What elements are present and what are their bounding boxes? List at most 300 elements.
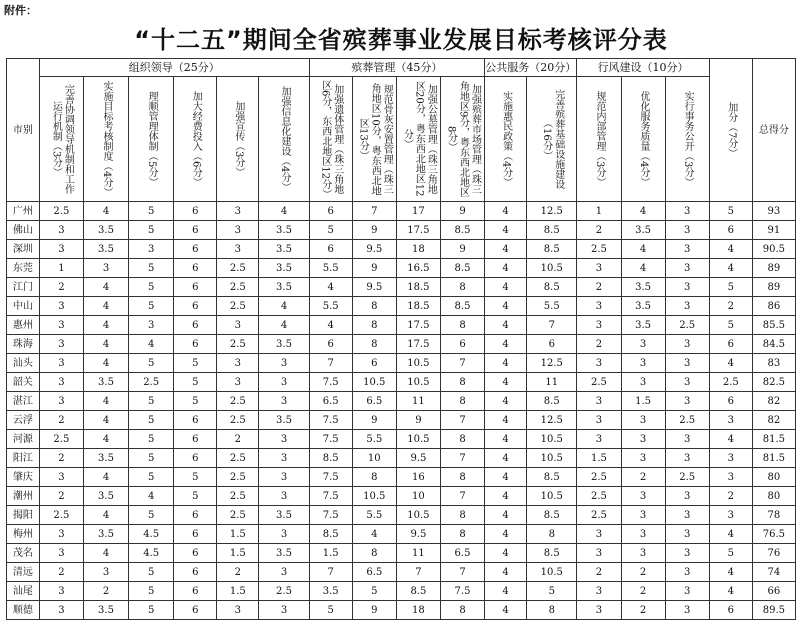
score-cell: 3: [39, 335, 83, 354]
score-cell: 5.5: [352, 506, 396, 525]
city-cell: 云浮: [7, 411, 40, 430]
score-cell: 10.5: [527, 563, 577, 582]
score-cell: 3: [259, 392, 309, 411]
score-cell: 4: [129, 487, 174, 506]
table-row: [7, 430, 796, 449]
score-cell: 6: [174, 202, 217, 221]
score-cell: 5: [174, 373, 217, 392]
score-cell: 3: [39, 392, 83, 411]
score-cell: 4: [83, 506, 128, 525]
score-cell: 2.5: [39, 430, 83, 449]
table-row: [7, 392, 796, 411]
city-cell: 肇庆: [7, 468, 40, 487]
score-cell: 6: [174, 411, 217, 430]
score-cell: 10.5: [396, 506, 440, 525]
score-cell: 8: [352, 316, 396, 335]
score-cell: 9: [440, 202, 484, 221]
score-cell: 6: [174, 316, 217, 335]
score-cell: 2: [577, 221, 621, 240]
score-cell: 3.5: [621, 221, 665, 240]
table-row: [7, 373, 796, 392]
score-cell: 8.5: [527, 221, 577, 240]
score-cell: 3: [129, 240, 174, 259]
score-cell: 5: [129, 392, 174, 411]
score-cell: 6: [352, 354, 396, 373]
score-cell: 3: [621, 335, 665, 354]
score-cell: 3.5: [621, 297, 665, 316]
score-cell: 2.5: [709, 373, 752, 392]
score-cell: 7: [440, 354, 484, 373]
score-cell: 8: [440, 392, 484, 411]
score-cell: 2.5: [577, 373, 621, 392]
total-score-cell: 76: [752, 544, 795, 563]
score-cell: 18: [396, 601, 440, 620]
score-cell: 5: [129, 449, 174, 468]
score-cell: 7.5: [309, 468, 352, 487]
score-cell: 12.5: [527, 411, 577, 430]
score-cell: 3: [621, 506, 665, 525]
score-cell: 7: [440, 487, 484, 506]
score-cell: 3.5: [259, 506, 309, 525]
table-row: [7, 544, 796, 563]
sub-header: 加强遗体管理（珠三角地区6分，东西北地区12分）: [309, 77, 352, 202]
score-cell: 3: [577, 354, 621, 373]
score-cell: 3: [259, 601, 309, 620]
table-row: [7, 468, 796, 487]
score-cell: 3: [39, 468, 83, 487]
score-cell: 4.5: [129, 544, 174, 563]
city-cell: 韶关: [7, 373, 40, 392]
score-cell: 2.5: [217, 449, 259, 468]
score-cell: 8.5: [527, 506, 577, 525]
attachment-label: 附件：: [4, 4, 37, 17]
score-cell: 3: [709, 468, 752, 487]
score-cell: 2.5: [577, 506, 621, 525]
score-cell: 4: [352, 525, 396, 544]
score-cell: 10: [352, 449, 396, 468]
sub-header: 加强宣传（3分）: [217, 77, 259, 202]
score-cell: 4: [621, 259, 665, 278]
score-cell: 6: [174, 240, 217, 259]
score-cell: 4: [485, 316, 527, 335]
score-cell: 3: [259, 373, 309, 392]
city-cell: 湛江: [7, 392, 40, 411]
score-cell: 3: [577, 544, 621, 563]
score-cell: 4.5: [129, 525, 174, 544]
score-cell: 2.5: [217, 259, 259, 278]
city-cell: 阳江: [7, 449, 40, 468]
score-cell: 4: [83, 430, 128, 449]
score-cell: 4: [485, 563, 527, 582]
score-cell: 4: [309, 316, 352, 335]
score-cell: 8: [440, 373, 484, 392]
score-cell: 5: [527, 582, 577, 601]
score-cell: 6: [309, 335, 352, 354]
score-cell: 3: [217, 354, 259, 373]
group-header-public: 公共服务（20分）: [485, 59, 577, 77]
score-cell: 8.5: [527, 240, 577, 259]
score-cell: 2.5: [39, 506, 83, 525]
score-cell: 3: [621, 430, 665, 449]
score-cell: 5: [129, 297, 174, 316]
score-cell: 2: [217, 430, 259, 449]
score-cell: 9.5: [396, 449, 440, 468]
total-score-cell: 89: [752, 278, 795, 297]
table-row: [7, 411, 796, 430]
score-cell: 6: [174, 601, 217, 620]
score-cell: 5: [174, 392, 217, 411]
score-cell: 7: [440, 563, 484, 582]
score-cell: 3: [665, 202, 709, 221]
table-row: [7, 506, 796, 525]
score-cell: 4: [129, 335, 174, 354]
score-cell: 7: [352, 202, 396, 221]
score-cell: 4: [485, 335, 527, 354]
score-cell: 2: [39, 278, 83, 297]
table-row: [7, 335, 796, 354]
score-cell: 3: [665, 544, 709, 563]
city-cell: 顺德: [7, 601, 40, 620]
sub-header: 规范骨灰安置管理（珠三角地区10分，粤东西北地区13分）: [352, 77, 396, 202]
score-cell: 2.5: [217, 392, 259, 411]
score-cell: 4: [485, 487, 527, 506]
score-cell: 2: [621, 582, 665, 601]
score-cell: 4: [621, 240, 665, 259]
score-cell: 3: [665, 240, 709, 259]
score-cell: 7.5: [440, 582, 484, 601]
score-cell: 3: [665, 449, 709, 468]
score-cell: 4: [309, 278, 352, 297]
score-cell: 8.5: [440, 221, 484, 240]
score-cell: 3: [577, 601, 621, 620]
city-cell: 揭阳: [7, 506, 40, 525]
score-cell: 3: [259, 468, 309, 487]
table-row: [7, 354, 796, 373]
total-score-cell: 66: [752, 582, 795, 601]
score-cell: 6: [174, 430, 217, 449]
score-cell: 3: [39, 354, 83, 373]
total-score-cell: 90.5: [752, 240, 795, 259]
score-cell: 3: [39, 297, 83, 316]
total-score-cell: 86: [752, 297, 795, 316]
total-score-cell: 81.5: [752, 430, 795, 449]
col-bonus-header: 加分（7分）: [709, 59, 752, 202]
sub-header: 加强信息化建设（4分）: [259, 77, 309, 202]
score-cell: 4: [709, 354, 752, 373]
col-city-header: 市别: [7, 59, 40, 202]
sub-header: 完善殡葬基础设施建设（16分）: [527, 77, 577, 202]
score-cell: 5: [129, 221, 174, 240]
score-cell: 3: [83, 563, 128, 582]
score-cell: 3: [709, 411, 752, 430]
score-cell: 3.5: [83, 525, 128, 544]
score-cell: 2: [39, 449, 83, 468]
score-cell: 5: [174, 354, 217, 373]
score-cell: 6: [309, 240, 352, 259]
score-cell: 4: [83, 411, 128, 430]
score-cell: 5.5: [527, 297, 577, 316]
score-cell: 2: [217, 563, 259, 582]
score-cell: 3: [217, 202, 259, 221]
score-cell: 8.5: [440, 259, 484, 278]
score-cell: 9: [352, 411, 396, 430]
sub-header: 加大经费投入（6分）: [174, 77, 217, 202]
score-cell: 4: [485, 373, 527, 392]
score-cell: 6: [309, 202, 352, 221]
score-cell: 2.5: [577, 468, 621, 487]
score-cell: 3.5: [621, 278, 665, 297]
score-cell: 3.5: [621, 316, 665, 335]
score-cell: 4: [259, 202, 309, 221]
score-cell: 5.5: [309, 259, 352, 278]
table-row: [7, 449, 796, 468]
score-cell: 2.5: [665, 316, 709, 335]
score-cell: 3: [621, 449, 665, 468]
table-row: [7, 221, 796, 240]
score-cell: 6.5: [352, 563, 396, 582]
city-cell: 东莞: [7, 259, 40, 278]
score-cell: 2: [577, 335, 621, 354]
score-cell: 8: [352, 297, 396, 316]
score-cell: 4: [485, 411, 527, 430]
table-row: [7, 202, 796, 221]
score-cell: 2.5: [217, 506, 259, 525]
score-cell: 6.5: [352, 392, 396, 411]
score-cell: 2.5: [217, 487, 259, 506]
score-cell: 10.5: [527, 430, 577, 449]
score-cell: 16.5: [396, 259, 440, 278]
score-cell: 3: [665, 430, 709, 449]
city-cell: 广州: [7, 202, 40, 221]
score-cell: 9.5: [352, 278, 396, 297]
score-cell: 4: [709, 525, 752, 544]
score-cell: 4: [83, 354, 128, 373]
score-cell: 2.5: [39, 202, 83, 221]
score-cell: 5: [129, 601, 174, 620]
score-cell: 3: [665, 259, 709, 278]
score-table: [6, 58, 796, 620]
score-cell: 2: [709, 487, 752, 506]
score-cell: 9: [396, 411, 440, 430]
city-cell: 中山: [7, 297, 40, 316]
score-cell: 3.5: [83, 240, 128, 259]
score-cell: 8: [440, 278, 484, 297]
score-cell: 8: [352, 468, 396, 487]
score-cell: 6: [709, 221, 752, 240]
score-cell: 3: [621, 487, 665, 506]
score-cell: 1.5: [309, 544, 352, 563]
score-cell: 7.5: [309, 411, 352, 430]
score-cell: 3: [577, 525, 621, 544]
score-cell: 3: [665, 354, 709, 373]
score-cell: 9.5: [396, 525, 440, 544]
score-cell: 2: [621, 563, 665, 582]
score-cell: 5: [129, 259, 174, 278]
total-score-cell: 85.5: [752, 316, 795, 335]
score-cell: 17.5: [396, 335, 440, 354]
score-cell: 10.5: [396, 373, 440, 392]
score-cell: 3: [621, 411, 665, 430]
score-cell: 3: [577, 316, 621, 335]
score-cell: 4: [485, 430, 527, 449]
score-cell: 7.5: [309, 430, 352, 449]
score-cell: 5: [174, 468, 217, 487]
score-cell: 2: [83, 582, 128, 601]
score-cell: 4: [83, 335, 128, 354]
score-cell: 2.5: [217, 411, 259, 430]
score-cell: 6: [709, 392, 752, 411]
total-score-cell: 82.5: [752, 373, 795, 392]
score-cell: 9: [352, 601, 396, 620]
score-cell: 3: [39, 582, 83, 601]
total-score-cell: 76.5: [752, 525, 795, 544]
score-cell: 3.5: [83, 373, 128, 392]
score-cell: 3: [577, 582, 621, 601]
score-cell: 3: [709, 449, 752, 468]
score-cell: 5: [129, 506, 174, 525]
score-cell: 3: [259, 430, 309, 449]
score-cell: 5: [709, 544, 752, 563]
score-cell: 3: [217, 373, 259, 392]
total-score-cell: 82: [752, 392, 795, 411]
score-cell: 3.5: [259, 240, 309, 259]
score-cell: 5: [129, 411, 174, 430]
score-cell: 8: [440, 468, 484, 487]
sub-header: 加强公墓管理（珠三角地区20分，粤东西北地区12分）: [396, 77, 440, 202]
score-cell: 4: [485, 354, 527, 373]
score-cell: 4: [485, 278, 527, 297]
score-cell: 8: [440, 506, 484, 525]
score-cell: 18: [396, 240, 440, 259]
score-cell: 3: [259, 525, 309, 544]
score-cell: 3: [665, 487, 709, 506]
score-cell: 5: [129, 278, 174, 297]
score-cell: 5: [129, 468, 174, 487]
score-cell: 4: [485, 468, 527, 487]
score-cell: 18.5: [396, 278, 440, 297]
score-cell: 6: [174, 582, 217, 601]
score-cell: 2.5: [577, 240, 621, 259]
score-cell: 8.5: [527, 392, 577, 411]
score-cell: 4: [83, 468, 128, 487]
score-cell: 6.5: [440, 544, 484, 563]
score-cell: 3.5: [83, 601, 128, 620]
score-cell: 6: [174, 449, 217, 468]
score-cell: 3: [217, 601, 259, 620]
total-score-cell: 84.5: [752, 335, 795, 354]
score-cell: 3: [259, 563, 309, 582]
score-cell: 2.5: [217, 335, 259, 354]
score-cell: 2: [39, 563, 83, 582]
score-cell: 4: [709, 563, 752, 582]
score-cell: 2: [577, 278, 621, 297]
score-cell: 8.5: [440, 297, 484, 316]
score-cell: 4: [485, 525, 527, 544]
score-cell: 6.5: [309, 392, 352, 411]
city-cell: 河源: [7, 430, 40, 449]
total-score-cell: 80: [752, 487, 795, 506]
score-cell: 6: [440, 335, 484, 354]
table-row: [7, 297, 796, 316]
score-cell: 7: [309, 563, 352, 582]
score-cell: 1.5: [217, 582, 259, 601]
score-cell: 4: [83, 392, 128, 411]
score-cell: 5: [129, 582, 174, 601]
score-cell: 8: [440, 430, 484, 449]
score-cell: 11: [396, 544, 440, 563]
score-cell: 2.5: [665, 468, 709, 487]
city-cell: 潮州: [7, 487, 40, 506]
score-cell: 7: [309, 354, 352, 373]
score-cell: 4: [709, 259, 752, 278]
score-cell: 8: [440, 601, 484, 620]
score-cell: 4: [83, 278, 128, 297]
score-cell: 4: [485, 392, 527, 411]
score-cell: 1: [577, 202, 621, 221]
score-cell: 17.5: [396, 221, 440, 240]
score-cell: 3: [259, 487, 309, 506]
score-cell: 3: [39, 373, 83, 392]
city-cell: 梅州: [7, 525, 40, 544]
score-cell: 17: [396, 202, 440, 221]
score-cell: 3: [621, 544, 665, 563]
score-cell: 3: [665, 335, 709, 354]
score-cell: 3: [83, 259, 128, 278]
score-cell: 3.5: [309, 582, 352, 601]
sub-header: 实施目标考核制度（4分）: [83, 77, 128, 202]
table-row: [7, 525, 796, 544]
score-cell: 5: [174, 487, 217, 506]
score-cell: 2: [621, 601, 665, 620]
score-cell: 7.5: [309, 373, 352, 392]
table-row: [7, 316, 796, 335]
score-cell: 8: [352, 335, 396, 354]
score-cell: 5: [709, 202, 752, 221]
score-cell: 3: [621, 354, 665, 373]
score-cell: 4: [485, 259, 527, 278]
total-score-cell: 91: [752, 221, 795, 240]
score-cell: 10.5: [352, 373, 396, 392]
score-cell: 4: [485, 601, 527, 620]
score-cell: 3: [621, 373, 665, 392]
score-cell: 16: [396, 468, 440, 487]
sub-header: 完善协调领导机制和工作运行机制（3分）: [39, 77, 83, 202]
score-cell: 6: [174, 525, 217, 544]
total-score-cell: 89: [752, 259, 795, 278]
score-cell: 12.5: [527, 354, 577, 373]
score-cell: 3: [709, 506, 752, 525]
score-cell: 3: [259, 449, 309, 468]
table-row: [7, 259, 796, 278]
score-cell: 6: [174, 563, 217, 582]
city-cell: 佛山: [7, 221, 40, 240]
score-cell: 6: [709, 335, 752, 354]
score-cell: 3: [129, 316, 174, 335]
score-cell: 3.5: [259, 335, 309, 354]
table-row: [7, 563, 796, 582]
score-cell: 1.5: [217, 525, 259, 544]
score-cell: 3.5: [259, 259, 309, 278]
score-cell: 3: [621, 525, 665, 544]
score-cell: 8: [527, 525, 577, 544]
score-cell: 10: [396, 487, 440, 506]
score-cell: 3: [39, 601, 83, 620]
score-cell: 3.5: [259, 411, 309, 430]
score-cell: 5: [309, 221, 352, 240]
score-cell: 5: [129, 563, 174, 582]
score-cell: 2.5: [665, 411, 709, 430]
score-cell: 2: [577, 563, 621, 582]
